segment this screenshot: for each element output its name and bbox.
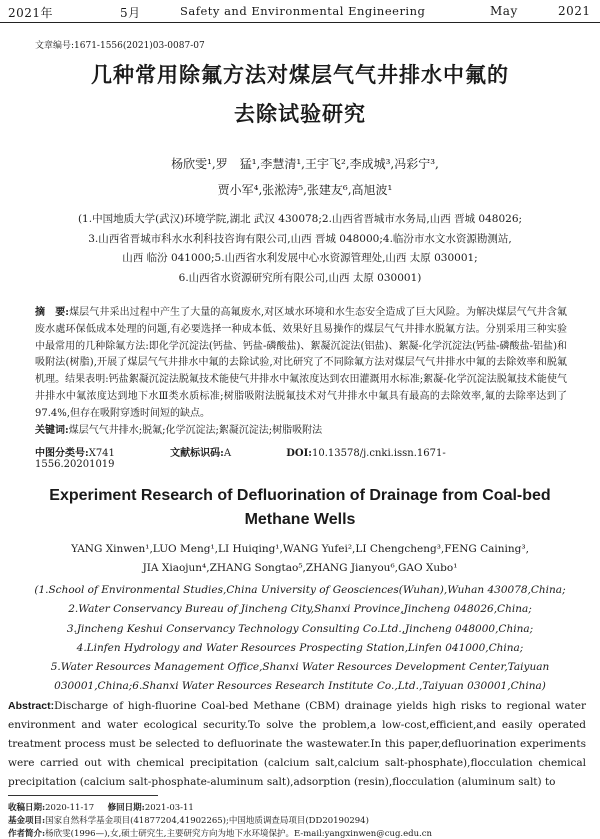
cn-affiliation-line: 山西 临汾 041000;5.山西省水利发展中心水资源管理处,山西 太原 030001;	[122, 252, 478, 264]
header-rule	[0, 22, 600, 23]
author-bio-label: 作者简介:	[8, 829, 46, 839]
fund-text: 国家自然科学基金项目(41877204,41902265);中国地质调查局项目(DD20190294)	[45, 816, 369, 826]
cn-authors-line1: 杨欣雯¹,罗 猛¹,李慧清¹,王宇飞²,李成城³,冯彩宁³,	[171, 157, 439, 171]
cn-authors	[45, 151, 565, 203]
clc-label: 中图分类号:	[35, 448, 89, 459]
cn-classification	[35, 444, 567, 470]
clc-item	[35, 448, 141, 459]
footnote-dates	[8, 801, 588, 813]
en-affiliations	[30, 581, 570, 697]
cn-title	[0, 60, 600, 129]
received-label: 收稿日期:	[8, 803, 46, 813]
cn-keywords: 煤层气气井排水;脱氟;化学沉淀法;絮凝沉淀法;树脂吸附法	[68, 424, 323, 436]
en-affiliation-line: 4.Linfen Hydrology and Water Resources Prospecting Station,Linfen 041000,China;	[76, 641, 524, 654]
en-affiliation-line: 3.Jincheng Keshui Conservancy Technology Consulting Co.Ltd.,Jincheng 048000,China;	[66, 622, 534, 635]
revised-label: 修回日期:	[107, 803, 145, 813]
cn-keywords-label: 关键词:	[35, 424, 69, 436]
header-year-en: 2021	[558, 4, 591, 18]
cn-abstract-label: 摘 要:	[35, 307, 69, 318]
header-year: 2021年	[8, 6, 54, 20]
fund-label: 基金项目:	[8, 816, 46, 826]
en-abstract-label: Abstract:	[8, 700, 55, 712]
doc-code-label: 文献标识码:	[170, 448, 224, 459]
doi-value[interactable]: 10.13578/j.cnki.issn.1671-1556.20201019	[35, 448, 446, 470]
cn-title-line1: 几种常用除氟方法对煤层气气井排水中氟的	[91, 62, 509, 87]
cn-abstract	[35, 305, 567, 439]
header-month-en: May	[490, 4, 518, 18]
cn-title-line2: 去除试验研究	[234, 101, 366, 126]
en-affiliation-line: 2.Water Conservancy Bureau of Jincheng City,Shanxi Province,Jincheng 048026,China;	[68, 603, 532, 616]
en-abstract	[8, 697, 586, 792]
en-abstract-text: Discharge of high-fluorine Coal-bed Methane (CBM) drainage yields high risks to regional water environment and water ecological security.To solve the problem,a low-cost,efficient,and easily operated treatment process must be selected to defluorinate the wastewater.In this paper,defluorination experiments were carried out with chemical precipitation (calcium salt,calcium salt-phosphate),flocculation chemical precipitation (calcium salt-phosphate-aluminum salt),adsorption (resin),flocculation (aluminum salt) to	[8, 700, 586, 788]
cn-affiliation-line: 3.山西省晋城市科水水利科技咨询有限公司,山西 晋城 048000;4.临汾市水文水资源勘测站,	[88, 232, 512, 245]
en-affiliation-line: 5.Water Resources Management Office,Shanxi Water Resources Development Center,Taiyuan	[50, 661, 550, 674]
en-title-line2: Methane Wells	[244, 511, 356, 528]
author-bio-text: 杨欣雯(1996—),女,硕士研究生,主要研究方向为地下水环境保护。E-mail:yangxinwen@cug.edu.cn	[45, 829, 432, 839]
header-journal: Safety and Environmental Engineering	[180, 4, 426, 18]
cn-authors-line2: 贾小军⁴,张淞涛⁵,张建友⁶,高旭波¹	[217, 183, 393, 197]
footnote-author	[8, 827, 588, 839]
en-authors-line2: JIA Xiaojun⁴,ZHANG Songtao⁵,ZHANG Jianyou⁶,GAO Xubo¹	[142, 562, 458, 574]
revised-date: 2021-03-11	[144, 803, 194, 813]
en-title-line1: Experiment Research of Defluorination of Drainage from Coal-bed	[49, 487, 551, 504]
en-affiliation-line: (1.School of Environmental Studies,China University of Geosciences(Wuhan),Wuhan 430078,China;	[34, 584, 566, 596]
doi-label: DOI:	[286, 448, 312, 459]
en-authors-line1: YANG Xinwen¹,LUO Meng¹,LI Huiqing¹,WANG Yufei²,LI Chengcheng³,FENG Caining³,	[71, 543, 529, 555]
doc-code-value: A	[223, 448, 232, 459]
doc-code-item	[170, 448, 257, 459]
footnote-rule	[8, 795, 158, 796]
article-number: 文章编号:1671-1556(2021)03-0087-07	[35, 41, 205, 51]
cn-abstract-text: 煤层气井采出过程中产生了大量的高氟废水,对区域水环境和水生态安全造成了巨大风险。为解决煤层气气井含氟废水處环保低成本处理的问题,有必要选择一种成本低、效果好且易操作的煤层气气井排水脱氟方法。分别采用三种实验中最常用的几种除氟方法:即化学沉淀法(钙盐、钙盐-磷酸盐)、絮凝沉淀法(铝盐)、絮凝-化学沉淀法(钙盐-磷酸盐-铝盐)和吸附法(树脂),开展了煤层气气井排水中氟的去除试验,对比研究了不同除氟方法对煤层气气井排水中氟的去除效率和脱氟机理。结果表明:钙盐絮凝沉淀法脱氟技术能使气井排水中氟浓度达到农田灌溉用水标准;絮凝-化学沉淀法脱氟技术能使气井排水中氟浓度达到地下水Ⅲ类水质标准;树脂吸附法脱氟技术对气井排水中氟具有最高的去除效率,氟的去除率达到了97.4%,但存在吸附穿透时间短的缺点。	[35, 307, 567, 419]
en-title	[0, 484, 600, 532]
en-affiliation-line: 030001,China;6.Shanxi Water Resources Research Institute Co.,Ltd.,Taiyuan 030001,China)	[54, 680, 546, 693]
clc-value: X741	[88, 448, 115, 459]
page-header	[0, 0, 600, 22]
cn-affiliation-line: 6.山西省水资源研究所有限公司,山西 太原 030001)	[178, 271, 422, 284]
header-month: 5月	[120, 6, 141, 20]
cn-affiliations	[30, 210, 570, 288]
received-date: 2020-11-17	[45, 803, 95, 813]
footnote-fund	[8, 814, 588, 826]
en-authors	[30, 540, 570, 578]
cn-affiliation-line: (1.中国地质大学(武汉)环境学院,湖北 武汉 430078;2.山西省晋城市水务局,山西 晋城 048026;	[77, 213, 523, 225]
